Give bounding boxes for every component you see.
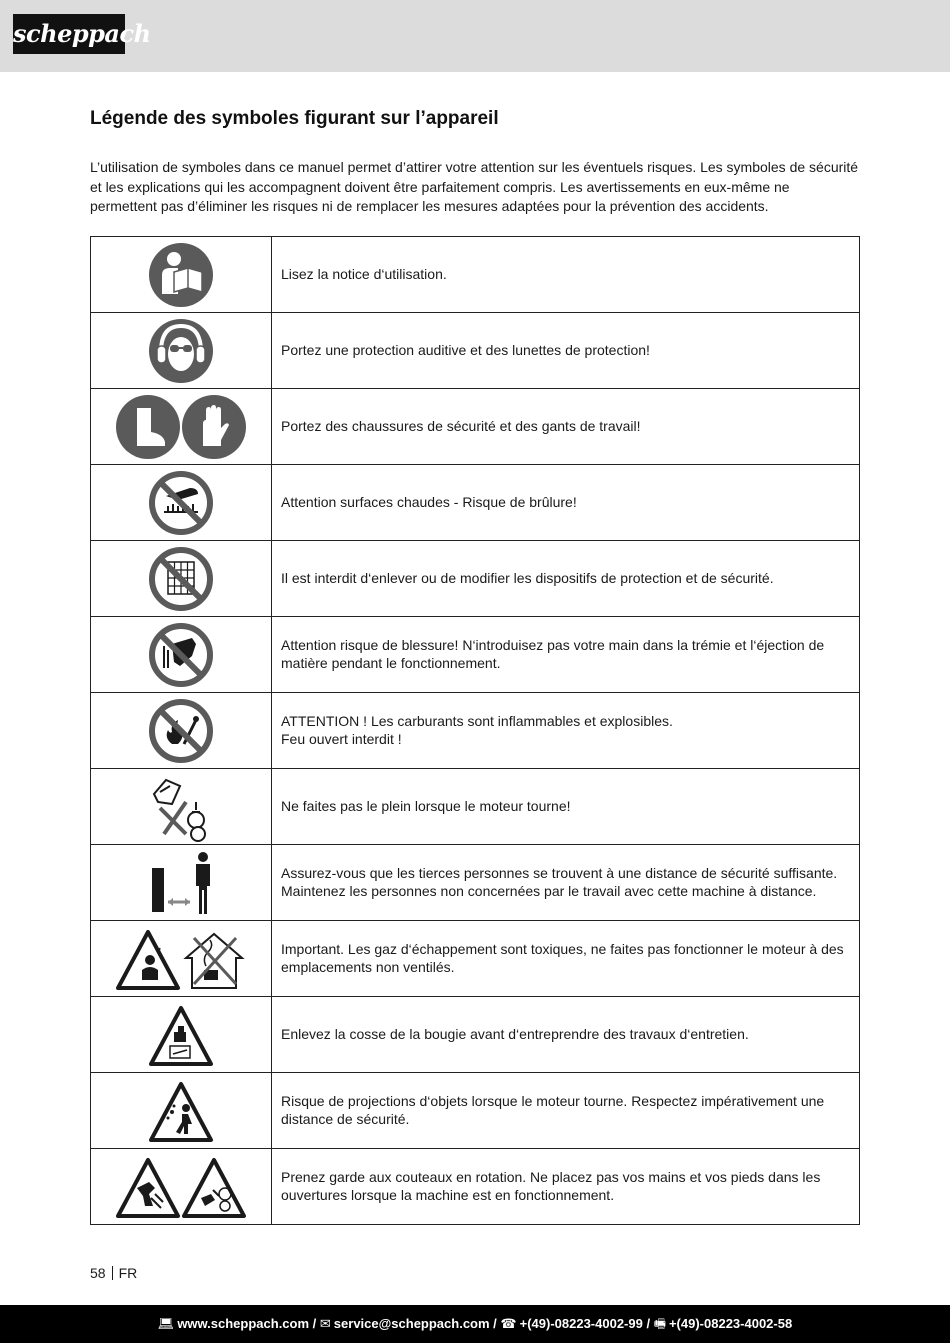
- toxic-exhaust-icon: [116, 926, 246, 992]
- fax-icon: 🖷︎: [653, 1316, 666, 1331]
- brand-logo: scheppach: [13, 14, 125, 54]
- phone-icon: ☎: [500, 1316, 517, 1331]
- laptop-icon: 💻︎: [157, 1316, 175, 1331]
- symbol-description: Enlevez la cosse de la bougie avant d‘entreprendre des travaux d‘entretien.: [272, 997, 860, 1073]
- footer-bar: [0, 1305, 950, 1343]
- table-row: [91, 693, 860, 769]
- symbol-description: Prenez garde aux couteaux en rotation. Ne placez pas vos mains et vos pieds dans les ouvertures lorsque la machine est en fonctionnement.: [272, 1149, 860, 1225]
- symbol-description: Assurez-vous que les tierces personnes se trouvent à une distance de sécurité suffisante. Maintenez les personnes non concernées par le travail avec cette machine à distance.: [272, 845, 860, 921]
- page-title: Légende des symboles figurant sur l’appareil: [90, 108, 499, 129]
- hand-in-hopper-prohibited-icon: [148, 622, 214, 688]
- table-row: [91, 845, 860, 921]
- read-manual-icon: [148, 242, 214, 308]
- email-icon: ✉︎: [319, 1316, 331, 1331]
- symbol-description: Attention risque de blessure! N‘introduisez pas votre main dans la trémie et l‘éjection de matière pendant le fonctionnement.: [272, 617, 860, 693]
- symbol-description: ATTENTION ! Les carburants sont inflammables et explosibles. Feu ouvert interdit !: [272, 693, 860, 769]
- table-row: [91, 465, 860, 541]
- symbol-description: Il est interdit d‘enlever ou de modifier les dispositifs de protection et de sécurité.: [272, 541, 860, 617]
- footer-phone: +(49)-08223-4002-99 /: [519, 1316, 651, 1331]
- table-row: [91, 541, 860, 617]
- rotating-blades-warning-icon: [115, 1154, 247, 1220]
- page-separator: [112, 1266, 113, 1280]
- table-row: [91, 617, 860, 693]
- symbol-description: Ne faites pas le plein lorsque le moteur tourne!: [272, 769, 860, 845]
- flying-objects-warning-icon: [148, 1078, 214, 1144]
- table-row: [91, 769, 860, 845]
- symbol-description: Portez des chaussures de sécurité et des gants de travail!: [272, 389, 860, 465]
- table-row: [91, 389, 860, 465]
- symbol-description: Portez une protection auditive et des lunettes de protection!: [272, 313, 860, 389]
- symbol-description: Risque de projections d‘objets lorsque le moteur tourne. Respectez impérativement une distance de sécurité.: [272, 1073, 860, 1149]
- symbol-legend-table: [90, 236, 860, 1225]
- page-number: 58 FR: [90, 1265, 138, 1281]
- table-row: [91, 313, 860, 389]
- table-row: [91, 997, 860, 1073]
- open-flame-prohibited-icon: [148, 698, 214, 764]
- intro-paragraph: L’utilisation de symboles dans ce manuel permet d’attirer votre attention sur les éventuels risques. Les symboles de sécurité et les explications qui les accompagnent doivent être parfaitement compris. Les avertissements en eux-même ne permettent pas d’éliminer les risques ni de remplacer les mesures adaptées pour la prévention des accidents.: [90, 159, 859, 214]
- table-row: [91, 1073, 860, 1149]
- spark-plug-warning-icon: [148, 1002, 214, 1068]
- symbol-description: Important. Les gaz d‘échappement sont toxiques, ne faites pas fonctionner le moteur à des emplacements non ventilés.: [272, 921, 860, 997]
- remove-guard-prohibited-icon: [148, 546, 214, 612]
- footer-fax: +(49)-08223-4002-58: [668, 1316, 793, 1331]
- hot-surface-prohibited-icon: [148, 470, 214, 536]
- table-row: [91, 237, 860, 313]
- table-row: [91, 1149, 860, 1225]
- safety-boots-gloves-icon: [115, 394, 247, 460]
- safety-distance-icon: [146, 850, 216, 916]
- table-row: [91, 921, 860, 997]
- header-bar: [0, 0, 950, 72]
- footer-email[interactable]: service@scheppach.com /: [333, 1316, 497, 1331]
- symbol-description: Lisez la notice d‘utilisation.: [272, 237, 860, 313]
- footer-website[interactable]: www.scheppach.com /: [177, 1316, 317, 1331]
- ear-eye-protection-icon: [148, 318, 214, 384]
- symbol-description: Attention surfaces chaudes - Risque de brûlure!: [272, 465, 860, 541]
- no-refuel-running-icon: [146, 772, 216, 842]
